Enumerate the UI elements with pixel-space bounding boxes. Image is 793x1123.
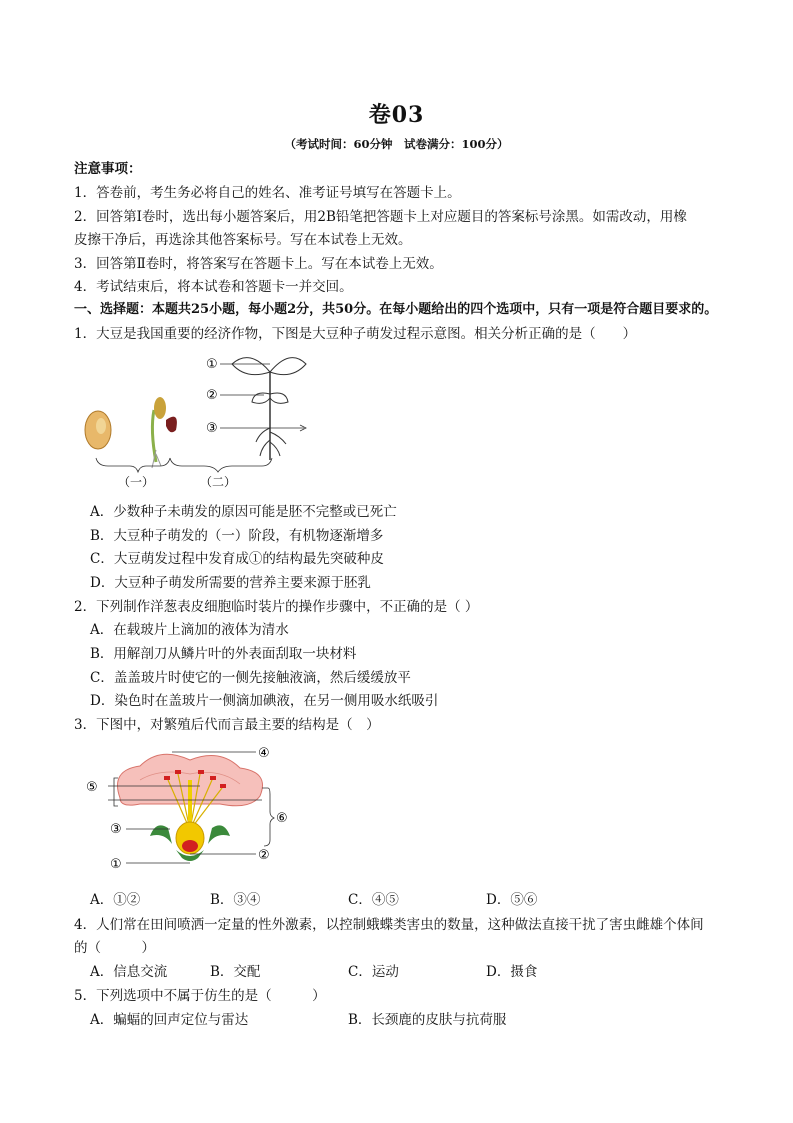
note-item: 皮擦干净后，再选涂其他答案标号。写在本试卷上无效。 [74, 232, 412, 248]
label-1: ① [110, 857, 122, 872]
question-4-option-c[interactable]: C．运动 [348, 964, 399, 980]
question-3-option-b[interactable]: B．③④ [210, 892, 261, 908]
stage-1-label: （一） [118, 475, 155, 489]
exam-info: （考试时间：60分钟 试卷满分：100分） [284, 137, 509, 151]
label-2: ② [206, 388, 218, 403]
question-2-option-a[interactable]: A．在载玻片上滴加的液体为清水 [90, 622, 289, 638]
label-6: ⑥ [276, 811, 288, 826]
question-4-option-d[interactable]: D．摄食 [486, 964, 538, 980]
question-3-option-a[interactable]: A．①② [90, 892, 141, 908]
label-1: ① [206, 357, 218, 372]
question-1-stem: 1．大豆是我国重要的经济作物，下图是大豆种子萌发过程示意图。相关分析正确的是（ ） [74, 326, 637, 342]
question-1-option-b[interactable]: B．大豆种子萌发的（一）阶段，有机物逐渐增多 [90, 528, 384, 544]
note-item: 4．考试结束后，将本试卷和答题卡一并交回。 [74, 279, 353, 295]
label-3: ③ [206, 421, 218, 436]
question-5-option-b[interactable]: B．长颈鹿的皮肤与抗荷服 [348, 1012, 507, 1028]
question-3-option-c[interactable]: C．④⑤ [348, 892, 399, 908]
question-5-option-a[interactable]: A．蝙蝠的回声定位与雷达 [90, 1012, 249, 1028]
label-4: ④ [258, 746, 270, 761]
stage-2-label: （二） [200, 475, 237, 489]
question-2-option-b[interactable]: B．用解剖刀从鳞片叶的外表面刮取一块材料 [90, 646, 357, 662]
question-1-option-a[interactable]: A．少数种子未萌发的原因可能是胚不完整或已死亡 [90, 504, 397, 520]
question-2-option-d[interactable]: D．染色时在盖玻片一侧滴加碘液，在另一侧用吸水纸吸引 [90, 693, 439, 709]
question-3-stem: 3．下图中，对繁殖后代而言最主要的结构是（ ） [74, 717, 380, 733]
note-item: 3．回答第Ⅱ卷时，将答案写在答题卡上。写在本试卷上无效。 [74, 256, 443, 272]
question-4-option-a[interactable]: A．信息交流 [90, 964, 168, 980]
question-4-stem-continued: 的（ ） [74, 940, 155, 956]
page-title: 卷03 [368, 102, 425, 128]
question-4-stem: 4．人们常在田间喷洒一定量的性外激素，以控制蛾蝶类害虫的数量，这种做法直接干扰了害虫雌雄个体间 [74, 917, 704, 933]
question-5-stem: 5．下列选项中不属于仿生的是（ ） [74, 988, 326, 1004]
question-1-option-d[interactable]: D．大豆种子萌发所需要的营养主要来源于胚乳 [90, 575, 371, 591]
question-2-option-c[interactable]: C．盖盖玻片时使它的一侧先接触液滴，然后缓缓放平 [90, 670, 411, 686]
label-3: ③ [110, 822, 122, 837]
label-2: ② [258, 848, 270, 863]
question-1-option-c[interactable]: C．大豆萌发过程中发育成①的结构最先突破种皮 [90, 551, 384, 567]
note-item: 2．回答第Ⅰ卷时，选出每小题答案后，用2B铅笔把答题卡上对应题目的答案标号涂黑。如需改动，用橡 [74, 209, 687, 225]
question-2-stem: 2．下列制作洋葱表皮细胞临时装片的操作步骤中，不正确的是（ ） [74, 599, 479, 615]
soybean-germination-figure [74, 350, 334, 490]
flower-structure-figure [80, 740, 300, 876]
note-item: 1．答卷前，考生务必将自己的姓名、准考证号填写在答题卡上。 [74, 185, 461, 201]
notes-heading: 注意事项： [74, 161, 142, 177]
question-4-option-b[interactable]: B．交配 [210, 964, 261, 980]
section-heading: 一、选择题：本题共25小题，每小题2分，共50分。在每小题给出的四个选项中，只有一项是符合题目要求的。 [74, 302, 718, 317]
label-5: ⑤ [86, 780, 98, 795]
question-3-option-d[interactable]: D．⑤⑥ [486, 892, 538, 908]
